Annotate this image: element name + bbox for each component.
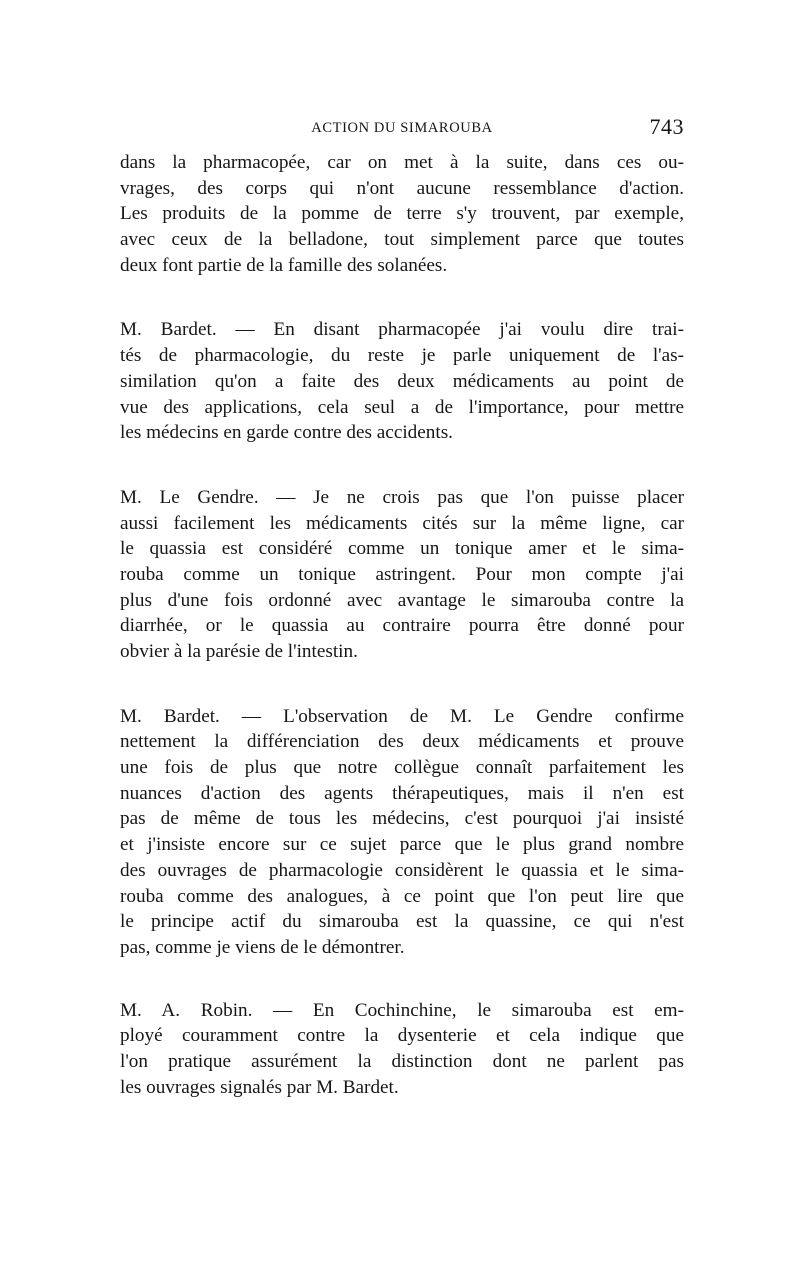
body-text <box>120 150 684 1100</box>
text-line: et j'insiste encore sur ce sujet parce que le plus grand nombre <box>120 834 684 856</box>
text-line: dans la pharmacopée, car on met à la suite, dans ces ou- <box>120 152 684 173</box>
text-line: aussi facilement les médicaments cités sur la même ligne, car <box>120 512 684 534</box>
running-title: ACTION DU SIMAROUBA <box>311 120 493 136</box>
text-line: similation qu'on a faite des deux médicaments au point de <box>120 370 684 392</box>
paragraph-bardet-1 <box>120 317 684 445</box>
text-line: pas de même de tous les médecins, c'est pourquoi j'ai insisté <box>120 808 684 830</box>
text-line: des ouvrages de pharmacologie considèrent le quassia et le sima- <box>120 859 684 881</box>
text-line: deux font partie de la famille des solanées. <box>120 254 448 276</box>
text-line: diarrhée, or le quassia au contraire pourra être donné pour <box>120 615 684 637</box>
paragraph-bardet-2 <box>120 704 684 961</box>
text-line: obvier à la parésie de l'intestin. <box>120 641 358 662</box>
text-line: vrages, des corps qui n'ont aucune ressemblance d'action. <box>120 177 684 199</box>
text-line: l'on pratique assurément la distinction dont ne parlent pas <box>120 1050 684 1072</box>
text-line: les médecins en garde contre des accidents. <box>120 422 453 444</box>
text-line: avec ceux de la belladone, tout simplement parce que toutes <box>120 229 684 251</box>
paragraph-gap <box>120 961 684 998</box>
text-line: nuances d'action des agents thérapeutiques, mais il n'en est <box>120 782 684 804</box>
paragraph-gap <box>120 665 684 704</box>
text-line: le quassia est considéré comme un tonique amer et le sima- <box>120 538 684 560</box>
text-line: rouba comme des analogues, à ce point que l'on peut lire que <box>120 885 684 907</box>
paragraph-gap <box>120 446 684 485</box>
text-line: tés de pharmacologie, du reste je parle uniquement de l'as- <box>120 345 684 367</box>
text-line: M. A. Robin. — En Cochinchine, le simarouba est em- <box>120 999 684 1021</box>
text-line: les ouvrages signalés par M. Bardet. <box>120 1076 399 1098</box>
text-line: nettement la différenciation des deux médicaments et prouve <box>120 731 684 753</box>
text-line: une fois de plus que notre collègue connaît parfaitement les <box>120 757 684 779</box>
text-line: vue des applications, cela seul a de l'importance, pour mettre <box>120 396 684 418</box>
page-number: 743 <box>649 114 684 139</box>
text-line: rouba comme un tonique astringent. Pour mon compte j'ai <box>120 563 684 585</box>
text-line: le principe actif du simarouba est la quassine, ce qui n'est <box>120 911 684 933</box>
text-line: M. Le Gendre. — Je ne crois pas que l'on puisse placer <box>120 486 684 508</box>
text-line: plus d'une fois ordonné avec avantage le simarouba contre la <box>120 589 684 611</box>
paragraph-gap <box>120 278 684 317</box>
paragraph-le-gendre <box>120 485 684 665</box>
text-line: pas, comme je viens de le démontrer. <box>120 936 405 958</box>
running-head <box>120 114 684 144</box>
text-line: M. Bardet. — L'observation de M. Le Gendre confirme <box>120 705 684 727</box>
text-line: Les produits de la pomme de terre s'y trouvent, par exemple, <box>120 203 684 225</box>
text-line: M. Bardet. — En disant pharmacopée j'ai voulu dire trai- <box>120 319 684 341</box>
paragraph-continuation <box>120 150 684 278</box>
paragraph-robin <box>120 998 684 1101</box>
text-line: ployé couramment contre la dysenterie et cela indique que <box>120 1025 684 1047</box>
